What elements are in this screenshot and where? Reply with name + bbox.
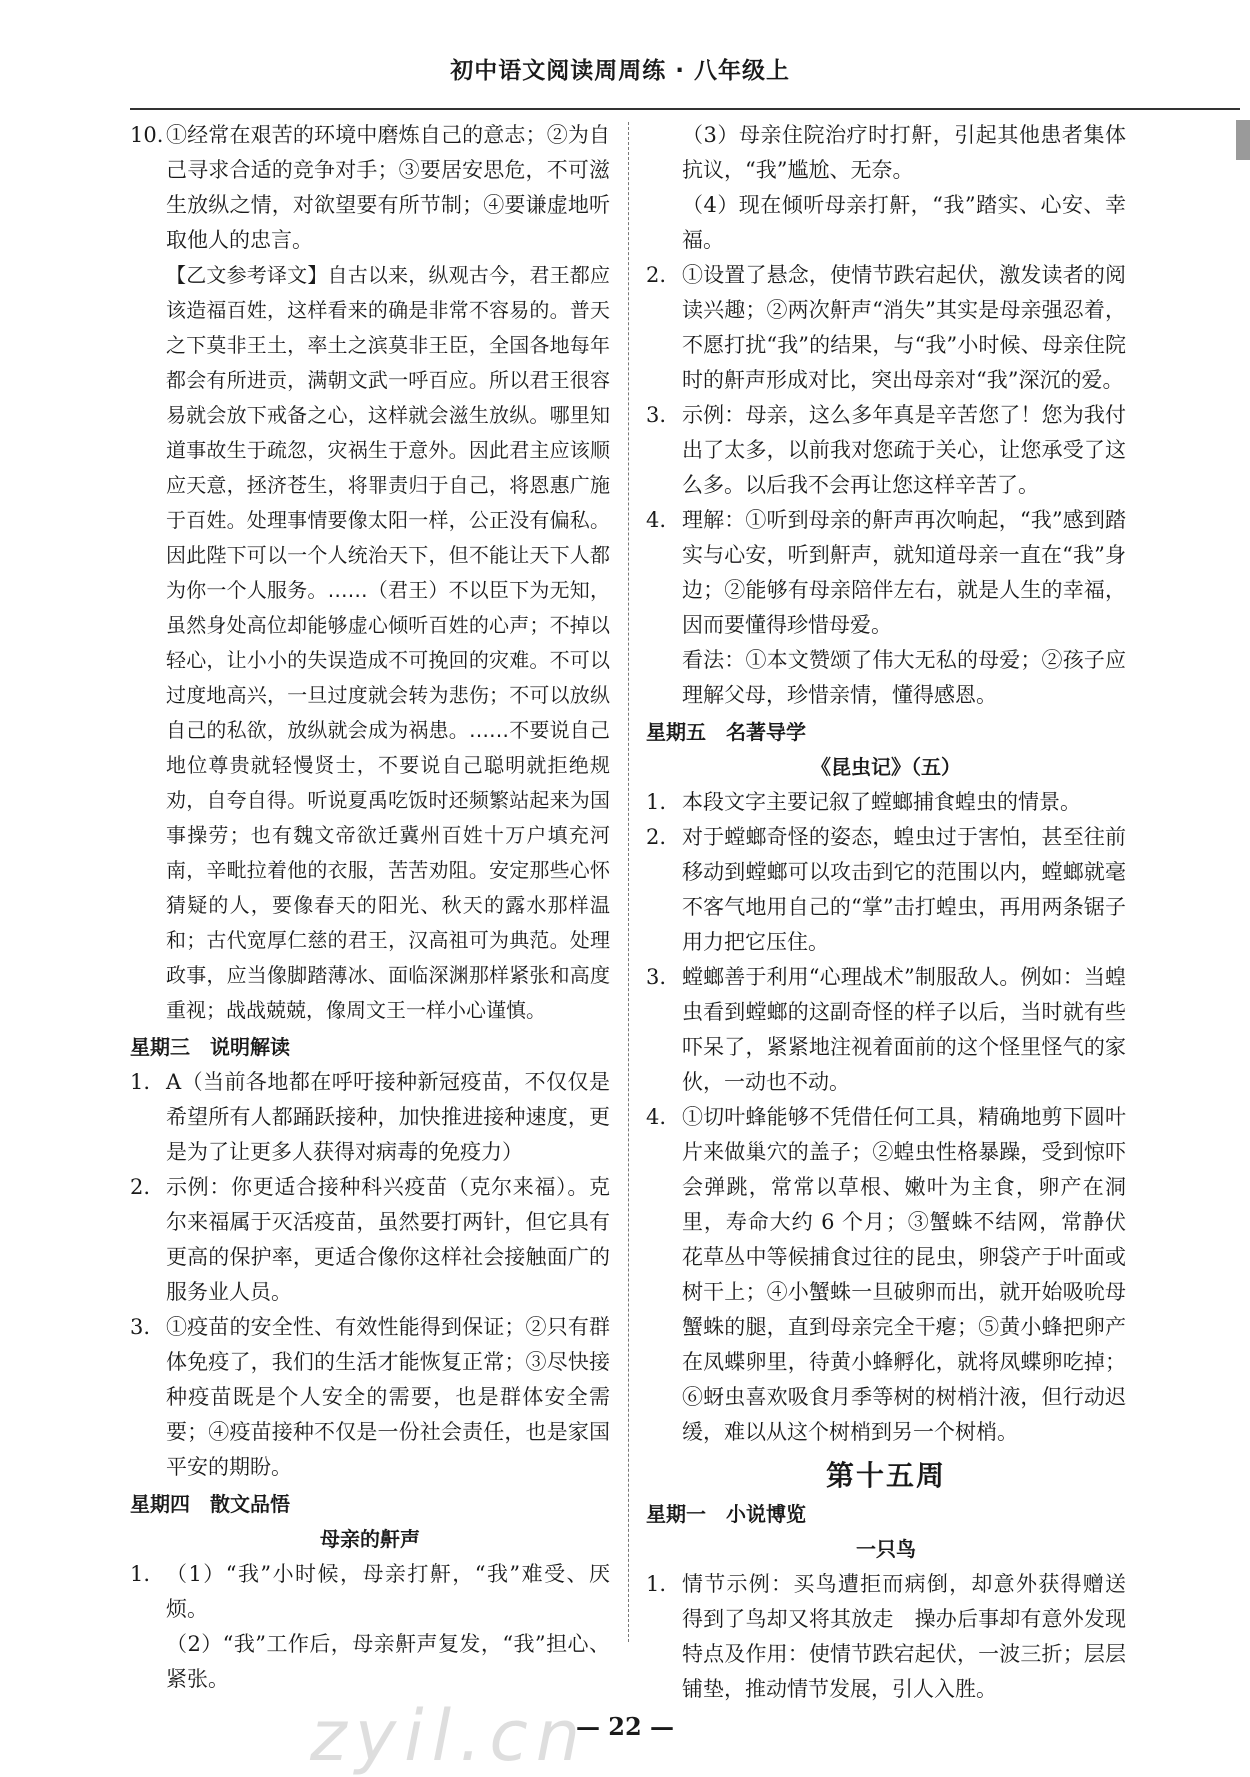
article-title: 《昆虫记》（五）: [811, 755, 961, 779]
answer-item: [130, 1065, 610, 1170]
answer-item: [646, 258, 1126, 398]
item-number: 2.: [646, 825, 667, 849]
item-number: 4.: [646, 508, 667, 532]
sub-answer: （4）现在倾听母亲打鼾，“我”踏实、心安、幸福。: [682, 193, 1126, 252]
item-number: 2.: [646, 263, 667, 287]
item-text: 示例：你更适合接种科兴疫苗（克尔来福）。克尔来福属于灭活疫苗，虽然要打两针，但它具有更高的保护率，更适合像你这样社会接触面广的服务业人员。: [166, 1175, 610, 1304]
answer-item: [646, 1567, 1147, 1707]
article-title: 一只鸟: [856, 1537, 916, 1561]
answer-item: [646, 503, 1126, 643]
page-edge-mark: [1236, 120, 1250, 160]
item-number: 1.: [646, 1572, 667, 1596]
item-text: （1）“我”小时候，母亲打鼾，“我”难受、厌烦。: [166, 1562, 610, 1621]
left-column: [130, 118, 610, 1697]
watermark: zyil.cn: [310, 1695, 589, 1777]
page-header: [120, 0, 1250, 118]
answer-item: [130, 118, 610, 258]
item-number: 3.: [130, 1315, 151, 1339]
section-heading-thursday: 星期四 散文品悟: [130, 1492, 290, 1516]
item-number: 2.: [130, 1175, 151, 1199]
column-divider: [628, 122, 629, 1642]
answer-item: [130, 1557, 610, 1627]
header-title: 初中语文阅读周周练 · 八年级上: [450, 58, 790, 84]
page-number: — 22 —: [575, 1712, 675, 1741]
item-number: 1.: [130, 1070, 151, 1094]
item-number: 1.: [646, 790, 667, 814]
item-text: 情节示例：买鸟遭拒而病倒，却意外获得赠送 得到了鸟却又将其放走 操办后事却有意外发现特点及作用：使情节跌宕起伏，一波三折；层层铺垫，推动情节发展，引人入胜。: [682, 1572, 1147, 1701]
item-text: ①设置了悬念，使情节跌宕起伏，激发读者的阅读兴趣；②两次鼾声“消失”其实是母亲强忍着，不愿打扰“我”的结果，与“我”小时候、母亲住院时的鼾声形成对比，突出母亲对“我”深沉的爱。: [682, 263, 1126, 392]
sub-answer: 看法：①本文赞颂了伟大无私的母爱；②孩子应理解父母，珍惜亲情，懂得感恩。: [682, 648, 1126, 707]
header-rule: [130, 108, 1240, 110]
item-text: 螳螂善于利用“心理战术”制服敌人。例如：当蝗虫看到螳螂的这副奇怪的样子以后，当时就有些吓呆了，紧紧地注视着面前的这个怪里怪气的家伙，一动也不动。: [682, 965, 1126, 1094]
item-number: 3.: [646, 965, 667, 989]
section-heading-wednesday: 星期三 说明解读: [130, 1035, 290, 1059]
translation-text: 【乙文参考译文】自古以来，纵观古今，君王都应该造福百姓，这样看来的确是非常不容易的。普天之下莫非王土，率土之滨莫非王臣，全国各地每年都会有所进贡，满朝文武一呼百应。所以君王很容易就会放下戒备之心，这样就会滋生放纵。哪里知道事故生于疏忽，灾祸生于意外。因此君主应该顺应天意，拯济苍生，将罪责归于自己，将恩惠广施于百姓。处理事情要像太阳一样，公正没有偏私。因此陛下可以一个人统治天下，但不能让天下人都为你一个人服务。……（君王）不以臣下为无知，虽然身处高位却能够虚心倾听百姓的心声；不掉以轻心，让小小的失误造成不可挽回的灾难。不可以过度地高兴，一旦过度就会转为悲伤；不可以放纵自己的私欲，放纵就会成为祸患。……不要说自己地位尊贵就轻慢贤士，不要说自己聪明就拒绝规劝，自夸自得。听说夏禹吃饭时还频繁站起来为国事操劳；也有魏文帝欲迁冀州百姓十万户填充河南，辛毗拉着他的衣服，苦苦劝阻。安定那些心怀猜疑的人，要像春天的阳光、秋天的露水那样温和；古代宽厚仁慈的君王，汉高祖可为典范。处理政事，应当像脚踏薄冰、面临深渊那样紧张和高度重视；战战兢兢，像周文王一样小心谨慎。: [166, 263, 610, 1022]
sub-answer: （2）“我”工作后，母亲鼾声复发，“我”担心、紧张。: [166, 1632, 610, 1691]
item-number: 1.: [130, 1562, 151, 1586]
answer-item: [646, 1100, 1126, 1450]
sub-answer: （3）母亲住院治疗时打鼾，引起其他患者集体抗议，“我”尴尬、无奈。: [682, 123, 1126, 182]
answer-item: [130, 1310, 610, 1485]
item-text: ①切叶蜂能够不凭借任何工具，精确地剪下圆叶片来做巢穴的盖子；②蝗虫性格暴躁，受到惊吓会弹跳，常常以草根、嫩叶为主食，卵产在洞里，寿命大约 6 个月；③蟹蛛不结网，常静伏花草丛中等候捕食过往的昆虫，卵袋产于叶面或树干上；④小蟹蛛一旦破卵而出，就开始吸吮母蟹蛛的腿，直到母亲完全干瘪；⑤黄小蜂把卵产在凤蝶卵里，待黄小蜂孵化，就将凤蝶卵吃掉；⑥蚜虫喜欢吸食月季等树的树梢汁液，但行动迟缓，难以从这个树梢到另一个树梢。: [682, 1105, 1126, 1444]
answer-item: [646, 960, 1126, 1100]
answer-item: [646, 398, 1126, 503]
article-title: 母亲的鼾声: [320, 1527, 420, 1551]
item-text: 理解：①听到母亲的鼾声再次响起，“我”感到踏实与心安，听到鼾声，就知道母亲一直在“我”身边；②能够有母亲陪伴左右，就是人生的幸福，因而要懂得珍惜母爱。: [682, 508, 1126, 637]
answer-item: [646, 820, 1126, 960]
item-text: A（当前各地都在呼吁接种新冠疫苗，不仅仅是希望所有人都踊跃接种，加快推进接种速度，更是为了让更多人获得对病毒的免疫力）: [166, 1070, 610, 1164]
item-number: 10.: [130, 123, 164, 147]
answer-item: [646, 785, 1126, 820]
item-number: 4.: [646, 1105, 667, 1129]
section-heading-friday: 星期五 名著导学: [646, 720, 806, 744]
item-text: 示例：母亲，这么多年真是辛苦您了！您为我付出了太多，以前我对您疏于关心，让您承受了这么多。以后我不会再让您这样辛苦了。: [682, 403, 1126, 497]
item-text: 对于螳螂奇怪的姿态，蝗虫过于害怕，甚至往前移动到螳螂可以攻击到它的范围以内，螳螂就毫不客气地用自己的“掌”击打蝗虫，再用两条锯子用力把它压住。: [682, 825, 1126, 954]
answer-item: [130, 1170, 610, 1310]
right-column: [646, 118, 1147, 1707]
item-text: ①疫苗的安全性、有效性能得到保证；②只有群体免疫了，我们的生活才能恢复正常；③尽快接种疫苗既是个人安全的需要，也是群体安全需要；④疫苗接种不仅是一份社会责任，也是家国平安的期盼。: [166, 1315, 610, 1479]
section-heading-monday: 星期一 小说博览: [646, 1502, 806, 1526]
item-number: 3.: [646, 403, 667, 427]
item-text: ①经常在艰苦的环境中磨炼自己的意志；②为自己寻求合适的竞争对手；③要居安思危，不可滋生放纵之情，对欲望要有所节制；④要谦虚地听取他人的忠言。: [166, 123, 610, 252]
item-text: 本段文字主要记叙了螳螂捕食蝗虫的情景。: [682, 790, 1081, 814]
week-title: 第十五周: [825, 1459, 946, 1492]
